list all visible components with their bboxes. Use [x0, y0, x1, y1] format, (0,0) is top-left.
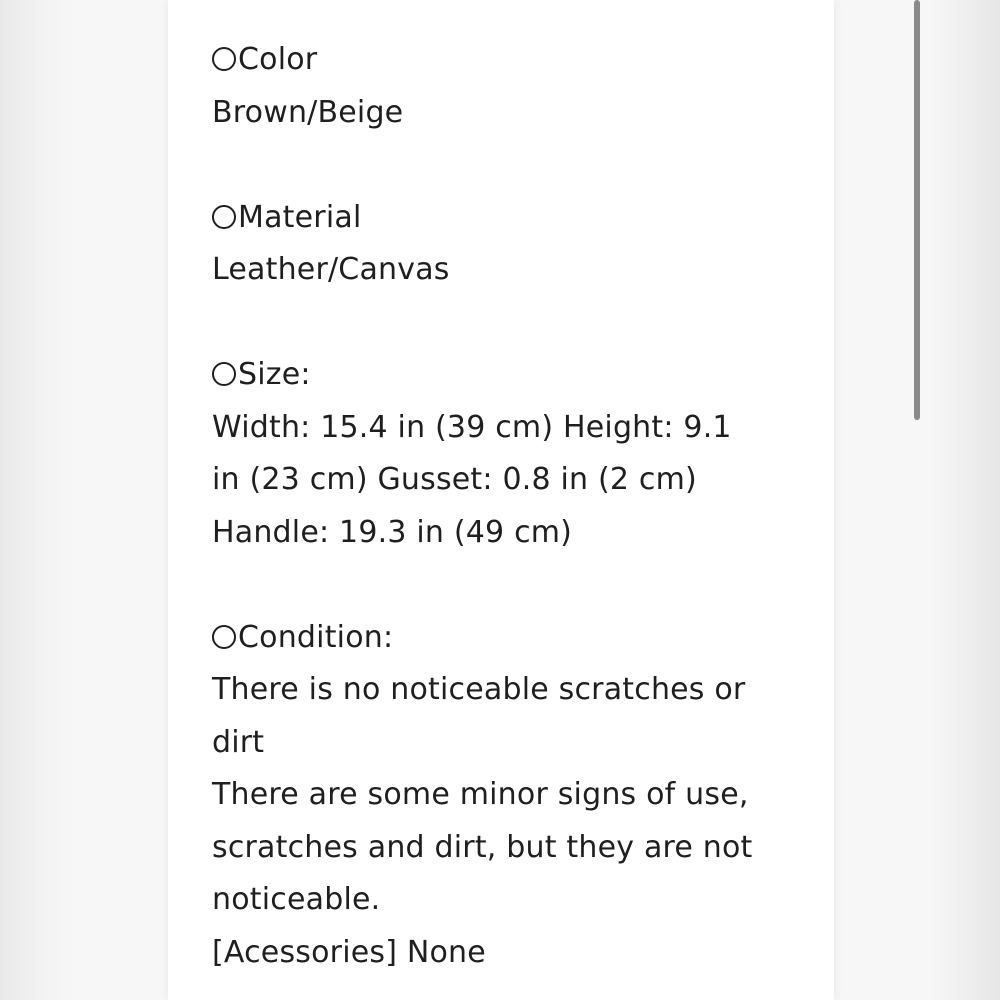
- material-value: Leather/Canvas: [212, 252, 450, 287]
- condition-line: dirt: [212, 724, 265, 760]
- circle-outline-icon: [212, 625, 236, 649]
- condition-heading: [212, 612, 792, 665]
- condition-line: There are some minor signs of use,: [212, 777, 749, 812]
- product-description: [212, 34, 792, 1000]
- condition-heading-label: Condition:: [238, 619, 394, 655]
- size-heading-label: Size:: [238, 357, 311, 392]
- scrollbar-thumb[interactable]: [914, 0, 920, 420]
- size-section: [212, 349, 792, 559]
- condition-line: noticeable.: [212, 882, 381, 917]
- color-heading: [212, 34, 792, 87]
- accessories-line: [Acessories] None: [212, 934, 486, 970]
- size-line: in (23 cm) Gusset: 0.8 in (2 cm): [212, 462, 697, 497]
- material-heading-label: Material: [238, 199, 362, 235]
- circle-outline-icon: [212, 47, 236, 71]
- color-value: Brown/Beige: [212, 94, 404, 130]
- condition-section: [212, 612, 792, 980]
- size-line: Width: 15.4 in (39 cm) Height: 9.1: [212, 409, 732, 445]
- condition-line: scratches and dirt, but they are not: [212, 829, 753, 865]
- size-line: Handle: 19.3 in (49 cm): [212, 514, 573, 550]
- material-section: [212, 192, 792, 297]
- size-heading: [212, 349, 792, 402]
- color-heading-label: Color: [238, 42, 318, 77]
- material-heading: [212, 192, 792, 245]
- condition-line: There is no noticeable scratches or: [212, 672, 746, 707]
- circle-outline-icon: [212, 205, 236, 229]
- circle-outline-icon: [212, 362, 236, 386]
- color-section: [212, 34, 792, 139]
